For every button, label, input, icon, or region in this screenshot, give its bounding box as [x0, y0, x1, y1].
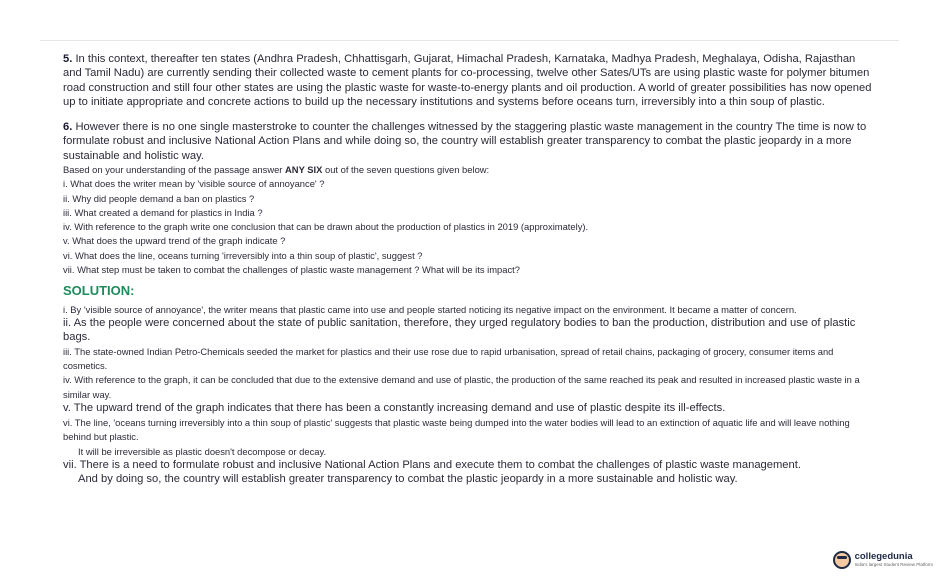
question-list — [63, 177, 875, 276]
instruction-bold: ANY SIX — [285, 164, 323, 176]
answer-3: iii. The state-owned Indian Petro-Chemicals seeded the market for plastics and their use rose due to rapid urbanisation, spread of retail chains, packaging of grocery, consumer items and cosmetics. — [63, 345, 834, 371]
paragraph-6-number: 6. — [63, 121, 73, 134]
paragraph-5-text: In this context, thereafter ten states (Andhra Pradesh, Chhattisgarh, Gujarat, Himachal Pradesh, Karnataka, Madhya Pradesh, Meghalaya, Odisha, Rajasthan and Tamil Nadu) are currently sending their collected waste to cement plants for co-processing, twelve other Sates/UTs are using plastic waste for polymer bitumen road construction and still four other states are using the plastic waste for waste-to-energy plants and oil production. A world of greater possibilities has now opened up to initiate appropriate and concrete actions to build up the necessary institutions and systems before oceans turn, irreversibly into a thin soup of plastic. — [63, 53, 872, 108]
question-6: vi. What does the line, oceans turning 'irreversibly into a thin soup of plastic', suggest ? — [63, 249, 423, 261]
mascot-icon — [833, 551, 851, 569]
logo-tagline: India's largest Student Review Platform — [854, 562, 933, 567]
collegedunia-logo — [833, 551, 933, 569]
answer-6-continued: It will be irreversible as plastic doesn't decompose or decay. — [78, 445, 327, 457]
question-2: ii. Why did people demand a ban on plastics ? — [63, 192, 255, 204]
question-5: v. What does the upward trend of the graph indicate ? — [63, 235, 286, 247]
answer-6: vi. The line, 'oceans turning irreversibly into a thin soup of plastic' suggests that plastic waste being dumped into the water bodies will lead to an extinction of aquatic life and will leave nothing behind but plastic. — [63, 416, 850, 443]
instruction-line: Based on your understanding of the passage answer ANY SIX out of the seven questions given below: — [63, 164, 490, 176]
document-content — [63, 52, 875, 486]
paragraph-5-number: 5. — [63, 53, 73, 65]
question-4: iv. With reference to the graph write one conclusion that can be drawn about the production of plastics in 2019 (approximately). — [63, 221, 589, 233]
question-3: iii. What created a demand for plastics in India ? — [63, 206, 263, 218]
paragraph-5 — [63, 52, 875, 109]
answer-4: iv. With reference to the graph, it can be concluded that due to the extensive demand and use of plastic, the production of the same reached its peak and resulted in increased plastic waste in a similar way. — [63, 374, 860, 400]
answer-list — [63, 303, 875, 486]
answer-7-continued: And by doing so, the country will establish greater transparency to combat the plastic jeopardy in a more sustainable and holistic way. — [78, 472, 738, 485]
answer-2: ii. As the people were concerned about the state of public sanitation, therefore, they urged regulatory bodies to ban the production, distribution and use of plastic bags. — [63, 317, 856, 343]
answer-7: vii. There is a need to formulate robust and inclusive National Action Plans and execute them to combat the challenges of plastic waste management. — [63, 458, 801, 471]
top-divider — [40, 40, 899, 41]
question-7: vii. What step must be taken to combat the challenges of plastic waste management ? What will be its impact? — [63, 263, 520, 275]
logo-name: collegedunia — [854, 551, 913, 562]
solution-heading: SOLUTION: — [63, 282, 135, 298]
paragraph-6-text: However there is no one single masterstroke to counter the challenges witnessed by the staggering plastic waste management in the country The time is now to formulate robust and inclusive National Action Plans and while doing so, the country will establish greater transparency to combat the plastic jeopardy in a more sustainable and holistic way. — [63, 121, 867, 162]
question-1: i. What does the writer mean by 'visible source of annoyance' ? — [63, 178, 325, 190]
answer-1: i. By 'visible source of annoyance', the writer means that plastic came into use and people started noticing its negative impact on the environment. It became a matter of concern. — [63, 303, 797, 315]
paragraph-6 — [63, 120, 875, 163]
answer-5: v. The upward trend of the graph indicates that there has been a constantly increasing demand and use of plastic despite its ill-effects. — [63, 402, 726, 415]
